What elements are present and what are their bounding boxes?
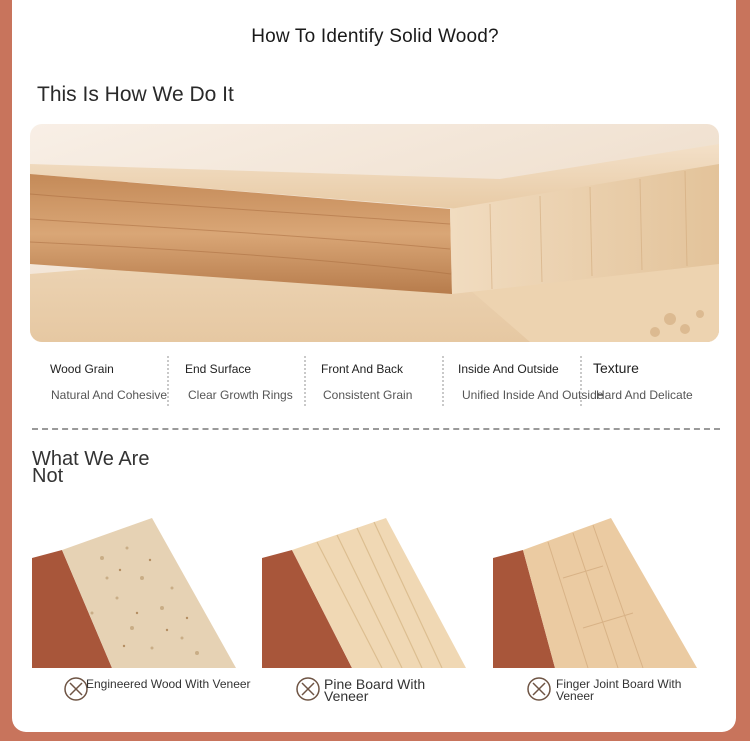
section-heading-not: What We Are Not bbox=[32, 448, 150, 487]
not-item-pine-board bbox=[296, 677, 476, 707]
feature-name: Front And Back bbox=[321, 362, 404, 376]
x-circle-icon bbox=[64, 677, 88, 701]
not-item-engineered-wood bbox=[64, 677, 251, 707]
feature-name: End Surface bbox=[185, 362, 252, 376]
solid-wood-photo bbox=[30, 124, 719, 342]
finger-joint-board-photo bbox=[493, 518, 697, 668]
feature-desc: Hard And Delicate bbox=[596, 388, 693, 402]
feature-end-surface bbox=[167, 356, 307, 406]
feature-name: Inside And Outside bbox=[458, 362, 559, 376]
x-circle-icon bbox=[527, 677, 551, 701]
feature-desc: Consistent Grain bbox=[323, 388, 413, 402]
feature-divider bbox=[580, 356, 582, 406]
feature-front-and-back bbox=[304, 356, 444, 406]
feature-desc: Natural And Cohesive bbox=[51, 388, 168, 402]
engineered-wood-photo bbox=[32, 518, 236, 668]
feature-texture bbox=[580, 356, 720, 406]
section-divider bbox=[32, 428, 720, 430]
page-title: How To Identify Solid Wood? bbox=[251, 26, 499, 47]
feature-desc: Unified Inside And Outside bbox=[462, 388, 604, 402]
not-item-label: Engineered Wood With Veneer bbox=[86, 677, 251, 691]
feature-inside-and-outside bbox=[442, 356, 604, 406]
section-heading-how: This Is How We Do It bbox=[37, 83, 234, 106]
feature-desc: Clear Growth Rings bbox=[188, 388, 293, 402]
pine-board-photo bbox=[262, 518, 466, 668]
feature-name: Wood Grain bbox=[50, 362, 114, 376]
feature-divider bbox=[304, 356, 306, 406]
feature-name: Texture bbox=[593, 360, 639, 376]
not-item-finger-joint bbox=[527, 677, 707, 707]
feature-divider bbox=[442, 356, 444, 406]
not-item-label: Pine Board With Veneer bbox=[324, 676, 426, 704]
feature-divider bbox=[167, 356, 169, 406]
not-item-label: Finger Joint Board With Veneer bbox=[556, 677, 682, 703]
x-circle-icon bbox=[296, 677, 320, 701]
